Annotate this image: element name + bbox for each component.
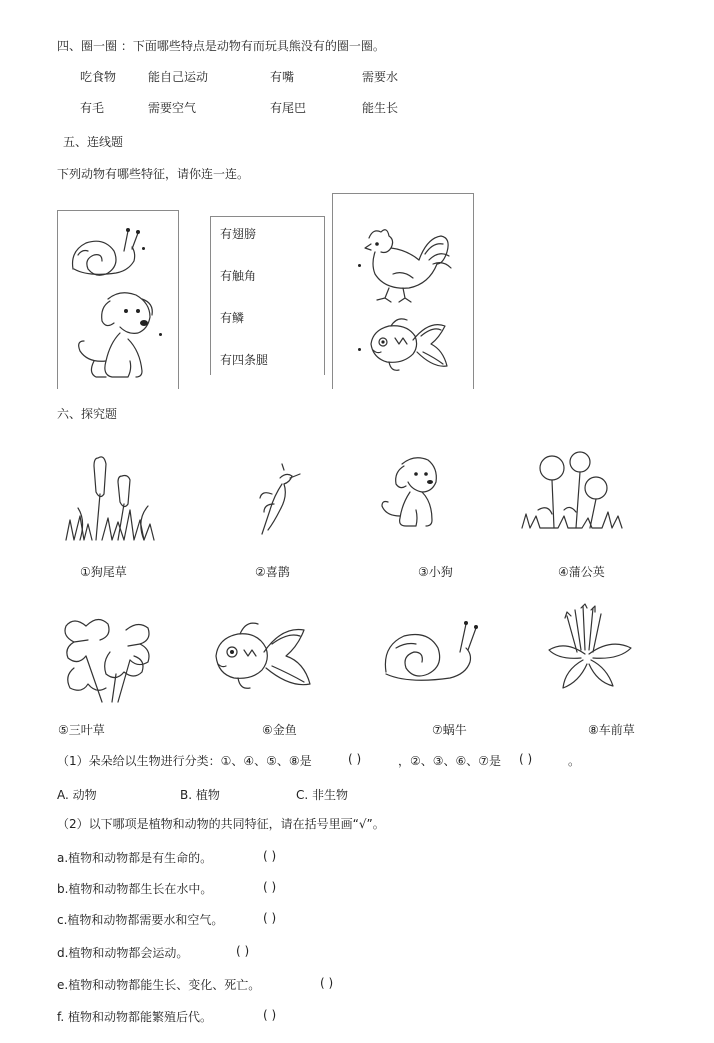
statement-a-blank[interactable]: ( )	[263, 849, 277, 863]
dog-drawing	[58, 211, 178, 389]
section5-title: 五、连线题	[63, 135, 124, 149]
q1-prompt: （1）朵朵给以生物进行分类：①、④、⑤、⑧是	[57, 754, 312, 768]
item-label-plantain: ⑧车前草	[588, 723, 635, 737]
statement-e: e.植物和动物都能生长、变化、死亡。	[57, 978, 261, 992]
option-need-air[interactable]: 需要空气	[148, 101, 197, 115]
q1-prompt-middle: ，②、③、⑥、⑦是	[398, 754, 502, 768]
matching-right-box	[332, 193, 474, 389]
statement-c-blank[interactable]: ( )	[263, 911, 277, 925]
feature-scales[interactable]: 有鳞	[220, 311, 245, 325]
goldfish-drawing	[333, 194, 473, 389]
statement-b: b.植物和动物都生长在水中。	[57, 882, 213, 896]
snail-item-drawing	[380, 612, 480, 707]
goldfish-connect-dot[interactable]	[358, 348, 361, 351]
option-eat-food[interactable]: 吃食物	[80, 70, 117, 84]
option-mouth[interactable]: 有嘴	[270, 70, 295, 84]
goldfish-item-drawing	[210, 612, 320, 707]
statement-d: d.植物和动物都会运动。	[57, 946, 189, 960]
option-fur[interactable]: 有毛	[80, 101, 105, 115]
dandelion-drawing	[518, 450, 628, 545]
item-label-goldfish: ⑥金鱼	[262, 723, 297, 737]
option-need-water[interactable]: 需要水	[362, 70, 399, 84]
item-label-foxtail: ①狗尾草	[80, 565, 127, 579]
statement-c: c.植物和动物都需要水和空气。	[57, 913, 224, 927]
statement-f-blank[interactable]: ( )	[263, 1008, 277, 1022]
statement-d-blank[interactable]: ( )	[236, 944, 250, 958]
feature-antennae[interactable]: 有触角	[220, 269, 257, 283]
matching-left-box	[57, 210, 179, 389]
choice-a[interactable]: A. 动物	[57, 788, 97, 802]
item-label-magpie: ②喜鹊	[255, 565, 290, 579]
puppy-drawing	[378, 450, 458, 545]
feature-four-legs[interactable]: 有四条腿	[220, 353, 269, 367]
feature-wings[interactable]: 有翅膀	[220, 227, 257, 241]
q1-answer-blank-2[interactable]: ( )	[519, 752, 533, 766]
statement-a: a.植物和动物都是有生命的。	[57, 851, 213, 865]
choice-b[interactable]: B. 植物	[180, 788, 220, 802]
section4-title: 四、圈一圈 ：下面哪些特点是动物有而玩具熊没有的圈一圈。	[57, 39, 385, 53]
statement-f: f. 植物和动物都能繁殖后代。	[57, 1010, 212, 1024]
matching-features-box	[210, 216, 325, 375]
q2-prompt: （2）以下哪项是植物和动物的共同特征，请在括号里画“√”。	[57, 817, 385, 831]
item-label-dandelion: ④蒲公英	[558, 565, 605, 579]
clover-drawing	[56, 612, 161, 707]
option-move-self[interactable]: 能自己运动	[148, 70, 209, 84]
option-grow[interactable]: 能生长	[362, 101, 399, 115]
plantain-drawing	[545, 600, 640, 695]
q1-answer-blank-1[interactable]: ( )	[348, 752, 362, 766]
statement-b-blank[interactable]: ( )	[263, 880, 277, 894]
dog-connect-dot[interactable]	[159, 333, 162, 336]
q1-prompt-end: 。	[568, 754, 581, 768]
foxtail-grass-drawing	[58, 450, 158, 545]
section6-title: 六、探究题	[57, 407, 118, 421]
item-label-snail: ⑦蜗牛	[432, 723, 467, 737]
section5-instruction: 下列动物有哪些特征，请你连一连。	[57, 167, 250, 181]
statement-e-blank[interactable]: ( )	[320, 976, 334, 990]
choice-c[interactable]: C. 非生物	[296, 788, 349, 802]
option-tail[interactable]: 有尾巴	[270, 101, 307, 115]
item-label-puppy: ③小狗	[418, 565, 453, 579]
magpie-drawing	[240, 450, 310, 545]
item-label-clover: ⑤三叶草	[58, 723, 105, 737]
